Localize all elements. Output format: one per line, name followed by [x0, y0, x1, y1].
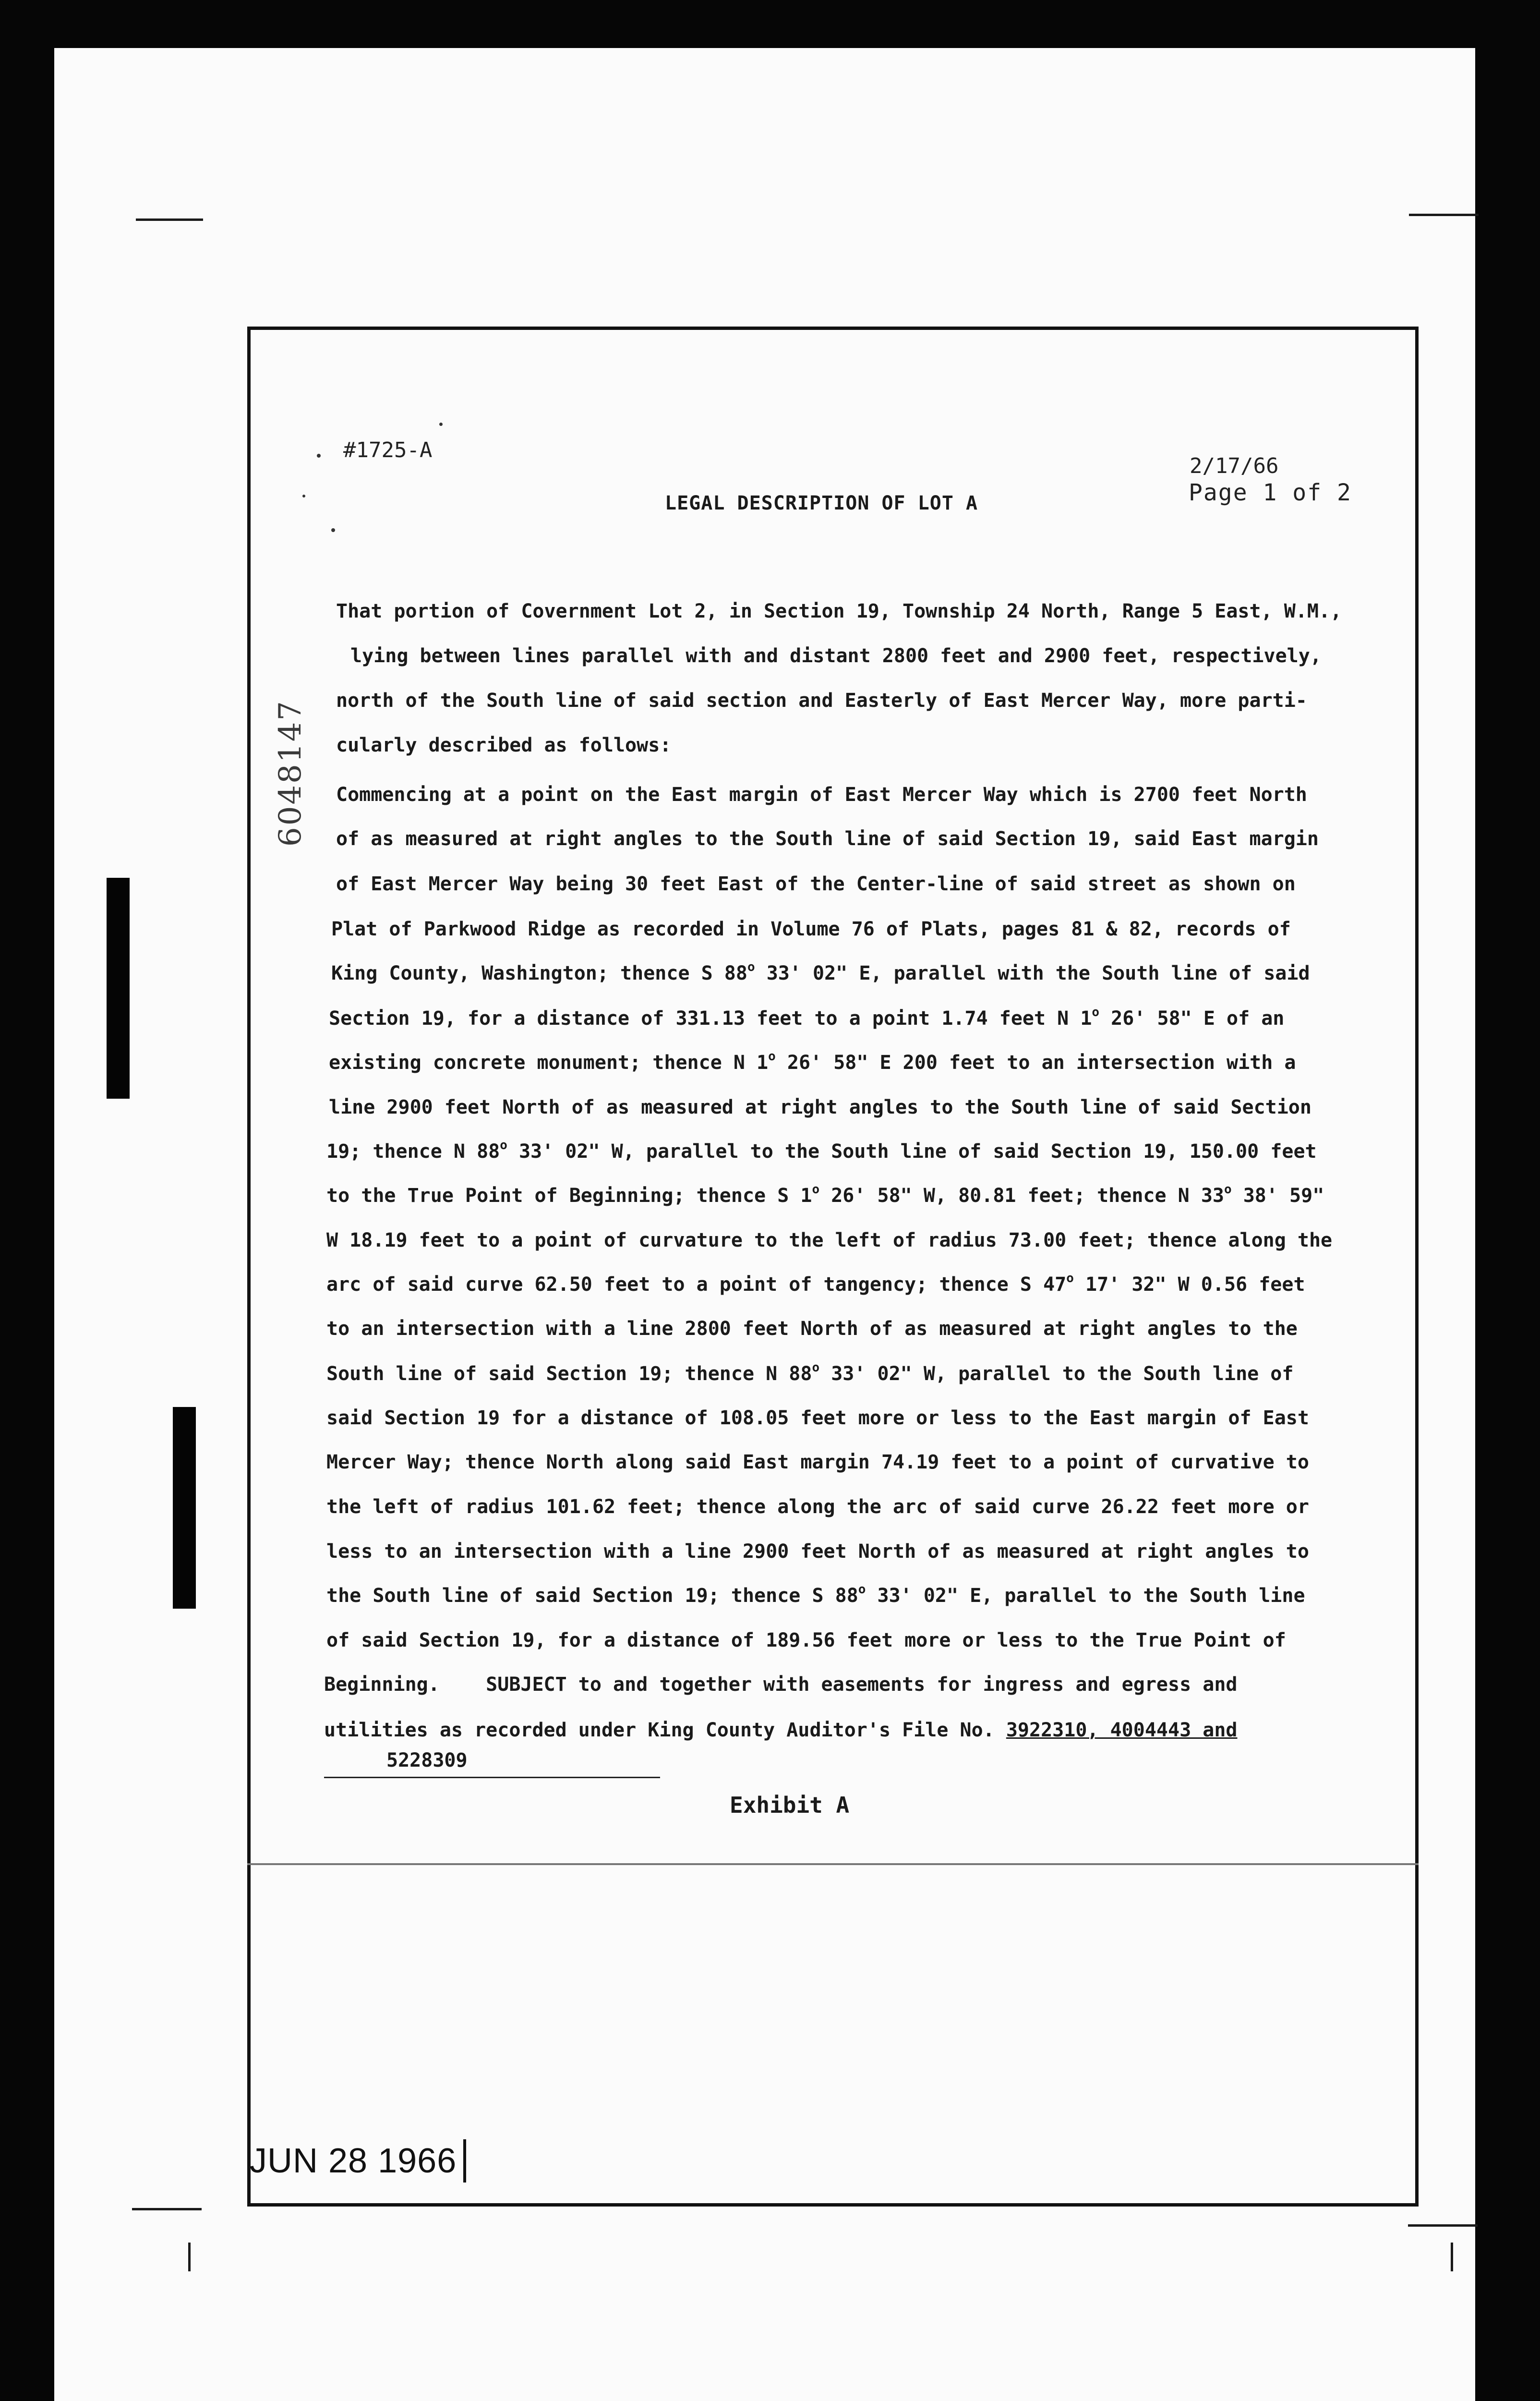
degree-symbol: o	[1092, 1005, 1100, 1019]
degree-symbol: o	[768, 1049, 776, 1064]
legal-text-line: of said Section 19, for a distance of 189.56 feet more or less to the True Point of	[326, 1629, 1286, 1651]
legal-text-line: less to an intersection with a line 2900 feet North of as measured at right angles to	[326, 1540, 1309, 1563]
legal-text-line: Commencing at a point on the East margin of East Mercer Way which is 2700 feet North	[336, 784, 1307, 806]
document-id: #1725-A	[343, 438, 433, 462]
document-title: LEGAL DESCRIPTION OF LOT A	[665, 492, 978, 514]
legal-text-segment: 17' 32" W 0.56 feet	[1073, 1273, 1305, 1296]
degree-symbol: o	[1224, 1182, 1232, 1197]
frame-divider-line	[247, 1863, 1419, 1865]
registration-mark-top-right	[1409, 214, 1479, 216]
legal-text-segment: 26' 58" E 200 feet to an intersection with a	[775, 1052, 1296, 1074]
legal-text-line: lying between lines parallel with and distant 2800 feet and 2900 feet, respectively,	[350, 645, 1322, 667]
registration-tick-bottom-left	[188, 2243, 191, 2271]
auditor-file-numbers: 3922310, 4004443 and	[1006, 1719, 1238, 1741]
legal-text-line	[329, 1049, 1296, 1076]
page-number: Page 1 of 2	[1189, 479, 1352, 506]
legal-text-line	[326, 1138, 1317, 1165]
legal-text-line	[326, 1182, 1324, 1209]
legal-text-segment: utilities as recorded under King County Auditor's File No.	[324, 1719, 1006, 1741]
exhibit-label: Exhibit A	[730, 1792, 850, 1818]
legal-text-line: of East Mercer Way being 30 feet East of the Center-line of said street as shown on	[336, 873, 1296, 895]
legal-text-line: north of the South line of said section and Easterly of East Mercer Way, more parti-	[336, 690, 1307, 712]
legal-text-line	[331, 960, 1310, 987]
degree-symbol: o	[858, 1582, 866, 1597]
legal-text-segment: to the True Point of Beginning; thence S 1	[326, 1185, 812, 1207]
legal-text-line	[326, 1360, 1293, 1387]
legal-text-segment: South line of said Section 19; thence N 88	[326, 1363, 812, 1385]
left-margin-bar-upper	[107, 878, 130, 1099]
legal-text-line: W 18.19 feet to a point of curvature to the left of radius 73.00 feet; thence along the	[326, 1229, 1333, 1251]
legal-text-line: Mercer Way; thence North along said East margin 74.19 feet to a point of curvative to	[326, 1451, 1309, 1473]
legal-text-segment: 38' 59"	[1231, 1185, 1324, 1207]
legal-text-line	[324, 1717, 1237, 1744]
degree-symbol: o	[747, 960, 755, 974]
legal-text-segment: 19; thence N 88	[326, 1140, 500, 1163]
legal-text-segment: 33' 02" E, parallel to the South line	[866, 1585, 1305, 1607]
legal-text-segment: 33' 02" W, parallel to the South line of	[819, 1363, 1294, 1385]
left-margin-bar-lower	[173, 1407, 196, 1609]
legal-text-segment: Section 19, for a distance of 331.13 feet to a point 1.74 feet N 1	[329, 1007, 1092, 1030]
legal-text-line: said Section 19 for a distance of 108.05 feet more or less to the East margin of East	[326, 1407, 1309, 1429]
degree-symbol: o	[500, 1138, 507, 1152]
registration-mark-bottom-right	[1408, 2224, 1478, 2227]
registration-tick-bottom-right	[1451, 2243, 1453, 2271]
legal-text-line	[326, 1271, 1305, 1298]
legal-text-segment: King County, Washington; thence S 88	[331, 962, 747, 984]
degree-symbol: o	[1066, 1271, 1074, 1285]
legal-text-line: Plat of Parkwood Ridge as recorded in Volume 76 of Plats, pages 81 & 82, records of	[331, 918, 1291, 940]
legal-text-line: the left of radius 101.62 feet; thence along the arc of said curve 26.22 feet more or	[326, 1496, 1309, 1518]
registration-mark-bottom-left	[132, 2208, 202, 2210]
legal-text-segment: existing concrete monument; thence N 1	[329, 1052, 769, 1074]
degree-symbol: o	[812, 1182, 820, 1197]
legal-text-line: cularly described as follows:	[336, 734, 672, 756]
recording-number: 6048147	[273, 699, 308, 847]
legal-text-line: That portion of Covernment Lot 2, in Section 19, Township 24 North, Range 5 East, W.M.,	[336, 600, 1342, 622]
legal-text-line: Beginning. SUBJECT to and together with easements for ingress and egress and	[324, 1673, 1238, 1696]
legal-text-line: to an intersection with a line 2800 feet North of as measured at right angles to the	[326, 1318, 1298, 1340]
legal-text-line: line 2900 feet North of as measured at right angles to the South line of said Section	[329, 1096, 1311, 1118]
registration-mark-top-left	[136, 218, 203, 221]
received-date-stamp: JUN 28 1966	[250, 2139, 466, 2183]
final-file-number: 5228309	[386, 1749, 468, 1771]
legal-text-segment: 33' 02" E, parallel with the South line of said	[755, 962, 1310, 984]
legal-text-segment: 26' 58" W, 80.81 feet; thence N 33	[819, 1185, 1224, 1207]
legal-text-segment: arc of said curve 62.50 feet to a point of tangency; thence S 47	[326, 1273, 1067, 1296]
legal-text-line: of as measured at right angles to the South line of said Section 19, said East margin	[336, 828, 1319, 850]
file-number-underline	[324, 1777, 660, 1778]
legal-text-segment: 26' 58" E of an	[1099, 1007, 1285, 1030]
legal-text-segment: 33' 02" W, parallel to the South line of said Section 19, 150.00 feet	[507, 1140, 1317, 1163]
legal-text-segment: the South line of said Section 19; thence S 88	[326, 1585, 858, 1607]
legal-text-line	[326, 1582, 1305, 1609]
legal-text-line	[329, 1005, 1284, 1032]
document-date: 2/17/66	[1190, 454, 1279, 478]
degree-symbol: o	[812, 1360, 820, 1375]
